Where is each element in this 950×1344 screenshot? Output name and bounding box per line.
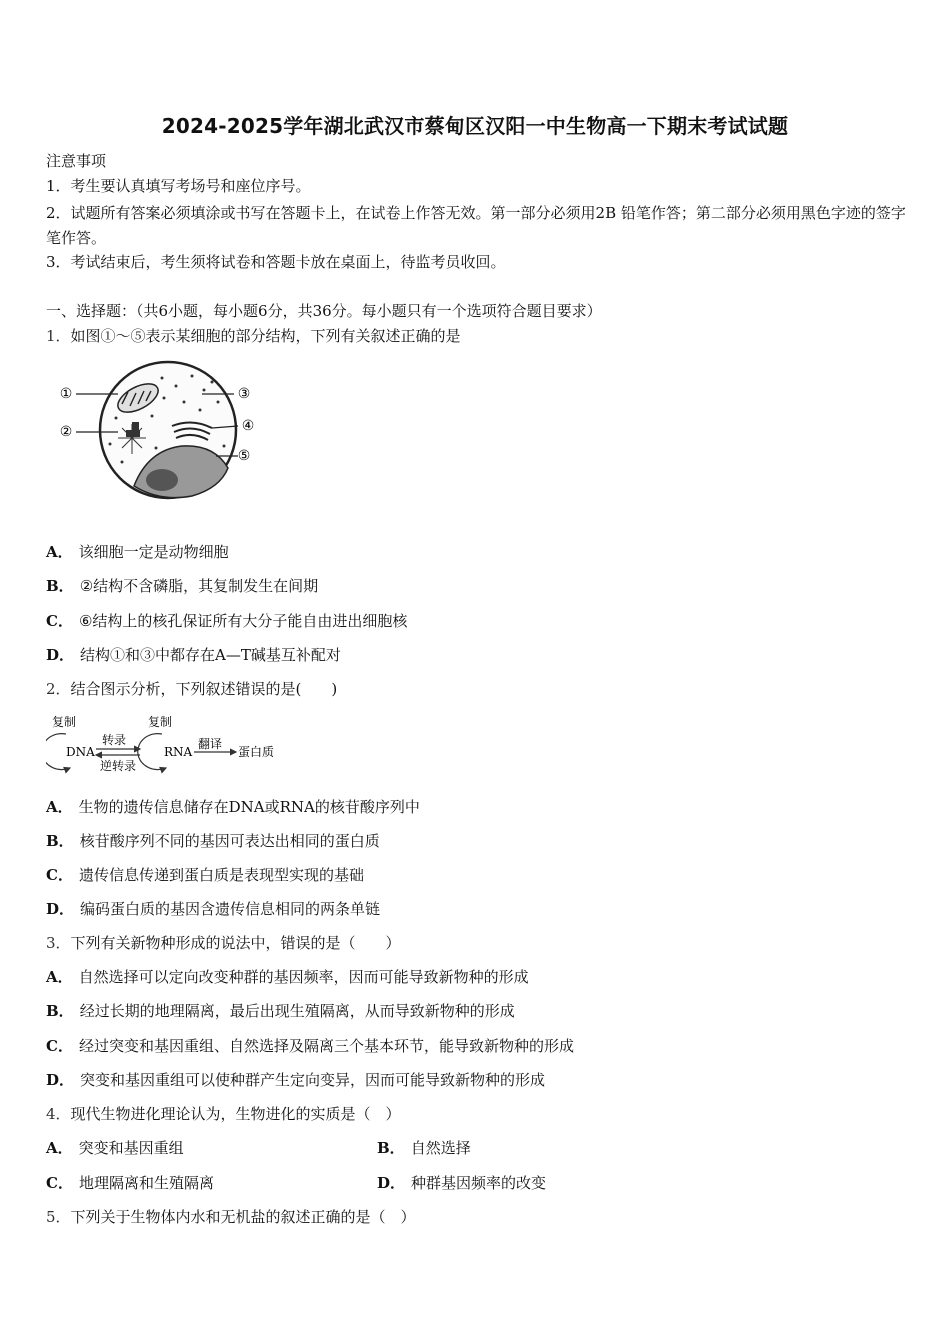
rna-replication-arrow [138,734,166,770]
question-number: 2． [46,680,71,698]
transcription-label: 转录 [102,733,127,747]
option-text: 自然选择可以定向改变种群的基因频率，因而可能导致新物种的形成 [78,968,529,986]
option-text: 突变和基因重组 [78,1139,184,1157]
figure-label-3: ③ [237,386,251,402]
question-number: 3． [46,934,71,952]
question-number: 1． [46,327,71,345]
option-row [46,1070,545,1090]
question-stem: 下列有关新物种形成的说法中，错误的是（ ） [70,934,401,952]
replicate-label: 复制 [148,715,173,729]
replicate-label: 复制 [52,715,77,729]
option-label: D． [46,646,75,664]
option-label: D． [377,1174,406,1192]
question-1 [46,326,461,346]
option-row [46,1173,214,1193]
central-dogma-figure [46,712,286,774]
notice-heading: 注意事项 [46,152,107,170]
option-row [46,1138,184,1158]
option-label: D． [46,1071,75,1089]
question-stem: 下列关于生物体内水和无机盐的叙述正确的是（ ） [70,1208,416,1226]
option-row [46,967,529,987]
question-5 [46,1207,416,1227]
option-text: 突变和基因重组可以使种群产生定向变异，因而可能导致新物种的形成 [80,1071,546,1089]
cell-structure-figure [52,358,262,500]
option-text: 种群基因频率的改变 [411,1174,547,1192]
question-4 [46,1104,401,1124]
option-row [46,645,341,665]
section-heading: 一、选择题：（共6小题，每小题6分，共36分。每小题只有一个选项符合题目要求） [46,302,602,320]
question-number: 5． [46,1208,71,1226]
option-text: 自然选择 [410,1139,471,1157]
option-row [377,1173,546,1193]
option-label: C． [46,1037,73,1055]
option-row [46,797,420,817]
protein-label: 蛋白质 [238,745,275,759]
option-row [46,831,380,851]
question-2 [46,679,337,699]
reverse-transcription-label: 逆转录 [100,759,137,773]
rna-label: RNA [164,745,193,759]
option-label: C． [46,612,73,630]
option-label: A． [46,968,73,986]
option-row [46,611,407,631]
figure-label-4: ④ [241,418,255,434]
option-row [46,542,229,562]
question-stem: 现代生物进化理论认为，生物进化的实质是（ ） [70,1105,401,1123]
question-stem: 结合图示分析，下列叙述错误的是( ) [70,680,338,698]
question-stem: 如图①～⑤表示某细胞的部分结构，下列有关叙述正确的是 [70,327,461,345]
option-text: 编码蛋白质的基因含遗传信息相同的两条单链 [80,900,381,918]
option-label: A． [46,1139,73,1157]
translation-label: 翻译 [198,737,223,751]
figure-label-5: ⑤ [237,448,251,464]
option-label: C． [46,1174,73,1192]
page-title: 2024-2025学年湖北武汉市蔡甸区汉阳一中生物高一下期末考试试题 [161,114,789,138]
option-text: 核苷酸序列不同的基因可表达出相同的蛋白质 [79,832,380,850]
option-text: 地理隔离和生殖隔离 [78,1174,214,1192]
option-label: B． [46,1002,74,1020]
option-label: B． [46,832,74,850]
option-row [46,576,318,596]
option-label: B． [377,1139,405,1157]
option-text: ②结构不含磷脂，其复制发生在间期 [79,577,319,595]
option-row [377,1138,471,1158]
option-label: A． [46,543,73,561]
question-number: 4． [46,1105,71,1123]
option-text: 经过突变和基因重组、自然选择及隔离三个基本环节，能导致新物种的形成 [78,1037,574,1055]
option-row [46,1036,574,1056]
option-label: D． [46,900,75,918]
notice-item: 3．考试结束后，考生须将试卷和答题卡放在桌面上，待监考员收回。 [46,253,506,271]
option-label: C． [46,866,73,884]
option-text: 生物的遗传信息储存在DNA或RNA的核苷酸序列中 [78,798,420,816]
notice-item: 2．试题所有答案必须填涂或书写在答题卡上，在试卷上作答无效。第一部分必须用2B 铅笔作答；第二部分必须用黑色字迹的签字笔作答。 [46,204,906,247]
nucleolus [146,469,178,491]
option-label: A． [46,798,73,816]
dna-label: DNA [66,745,95,759]
option-row [46,899,380,919]
option-text: 遗传信息传递到蛋白质是表现型实现的基础 [78,866,364,884]
option-text: 该细胞一定是动物细胞 [78,543,229,561]
option-text: 经过长期的地理隔离，最后出现生殖隔离，从而导致新物种的形成 [79,1002,515,1020]
option-label: B． [46,577,74,595]
figure-label-2: ② [59,424,73,440]
figure-label-1: ① [59,386,73,402]
option-row [46,865,364,885]
question-3 [46,933,401,953]
notice-item: 1．考生要认真填写考场号和座位序号。 [46,177,311,195]
option-row [46,1001,515,1021]
option-text: ⑥结构上的核孔保证所有大分子能自由进出细胞核 [78,612,408,630]
option-text: 结构①和③中都存在A—T碱基互补配对 [80,646,341,664]
